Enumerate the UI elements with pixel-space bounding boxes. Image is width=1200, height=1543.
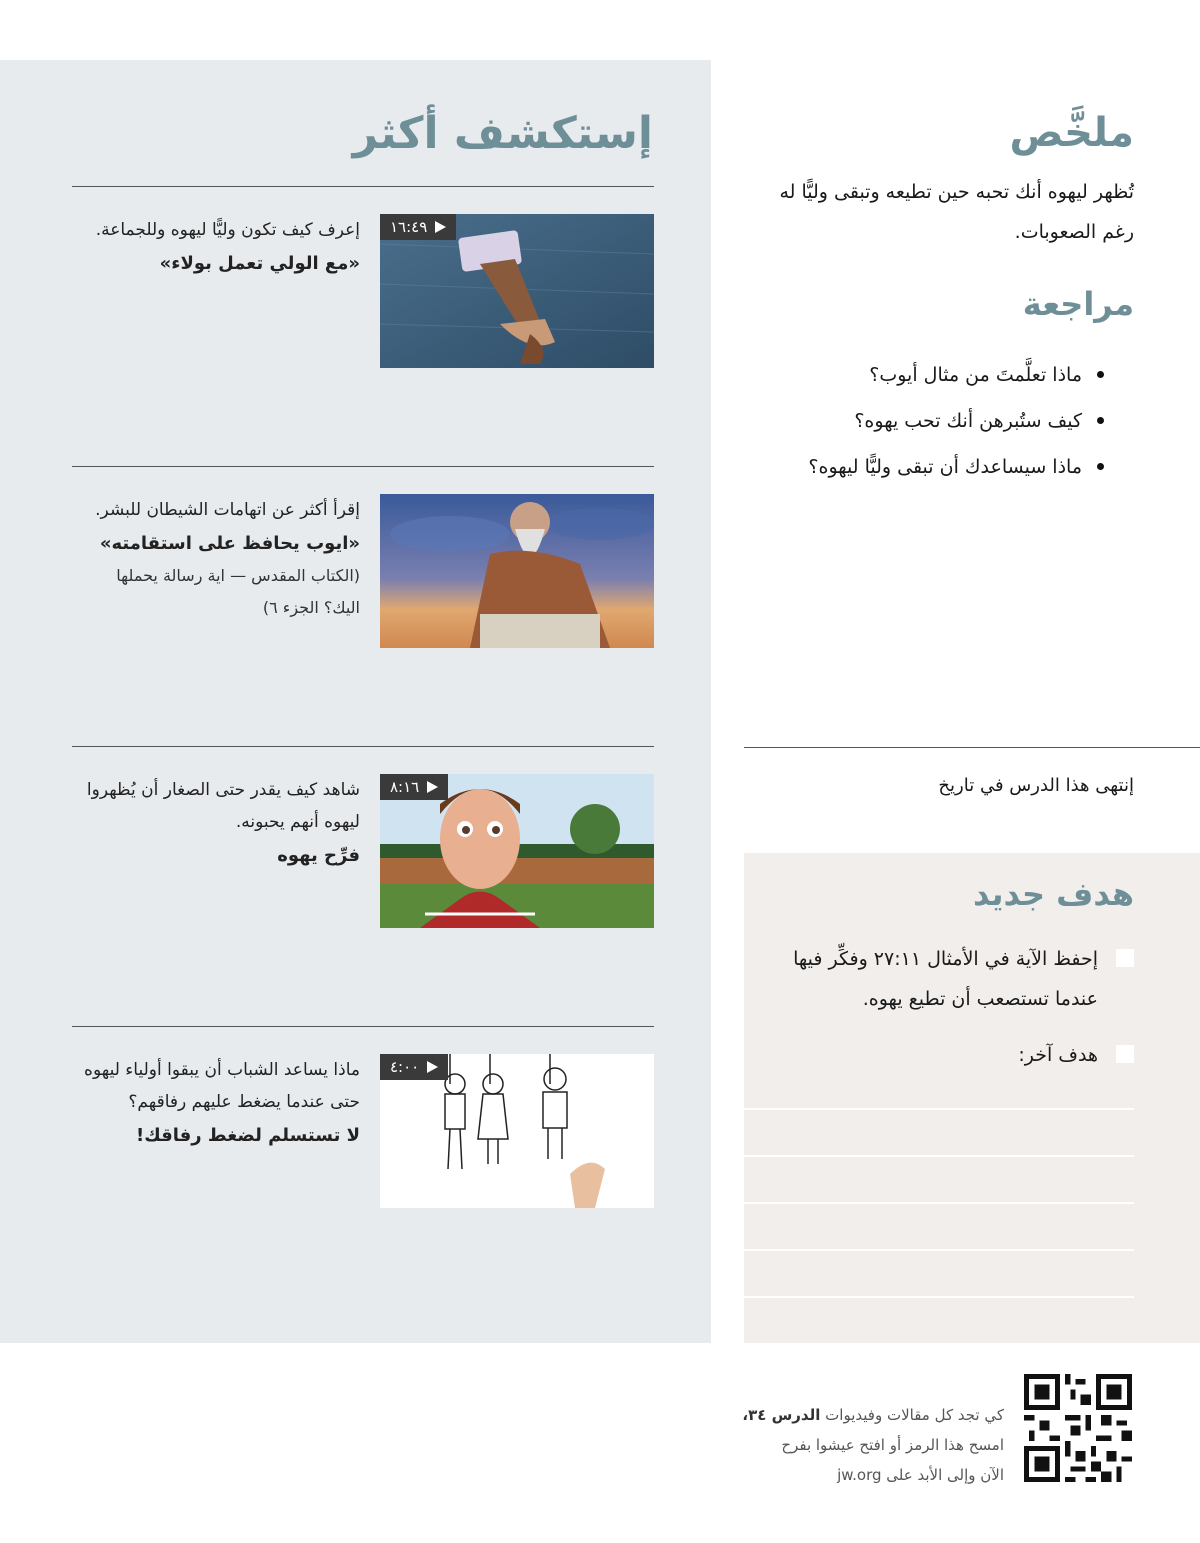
item-source-note: (الكتاب المقدس — اية رسالة يحملها اليك؟ الجزء ٦) xyxy=(116,566,360,617)
footer-line3[interactable]: الآن وإلى الأبد على jw.org xyxy=(837,1466,1004,1484)
item-description: شاهد كيف يقدر حتى الصغار أن يُظهروا ليهوه أنهم يحبونه. xyxy=(86,780,360,832)
review-question: كيف ستُبرهن أنك تحب يهوه؟ xyxy=(754,398,1134,444)
item-description: ماذا يساعد الشباب أن يبقوا أولياء ليهوه حتى عندما يضغط عليهم رفاقهم؟ xyxy=(84,1060,360,1112)
summary-text: تُظهر ليهوه أنك تحبه حين تطيعه وتبقى وليًّا له رغم الصعوبات. xyxy=(779,181,1134,243)
duration-text: ١٦:٤٩ xyxy=(390,218,428,236)
explore-item-make-jehovah-happy[interactable] xyxy=(72,774,654,934)
goal-checkbox[interactable] xyxy=(1116,1045,1134,1063)
video-duration-badge xyxy=(380,774,448,800)
divider xyxy=(744,747,1200,748)
video-thumbnail[interactable] xyxy=(380,214,654,368)
divider xyxy=(72,1026,654,1027)
video-thumbnail[interactable] xyxy=(380,1054,654,1208)
play-icon xyxy=(427,1061,438,1073)
item-link-title[interactable]: «مع الولي تعمل بولاء» xyxy=(159,253,360,274)
footer-note xyxy=(644,1400,1004,1490)
play-icon xyxy=(435,221,446,233)
explore-item-loyalty[interactable] xyxy=(72,214,654,374)
video-duration-badge xyxy=(380,214,456,240)
explore-item-peer-pressure[interactable] xyxy=(72,1054,654,1214)
new-goal-panel xyxy=(744,853,1200,1343)
writing-line[interactable] xyxy=(744,1108,1134,1110)
footer-line2: امسح هذا الرمز أو افتح عيشوا بفرح xyxy=(781,1436,1004,1454)
review-questions-list xyxy=(754,352,1134,490)
writing-line[interactable] xyxy=(744,1202,1134,1204)
review-question: ماذا تعلَّمتَ من مثال أيوب؟ xyxy=(754,352,1134,398)
explore-more-panel xyxy=(0,60,711,1343)
goal-text: هدف آخر: xyxy=(1018,1044,1098,1066)
review-title: مراجعة xyxy=(1022,285,1134,323)
duration-text: ٨:١٦ xyxy=(390,778,420,796)
qr-code-icon xyxy=(1024,1374,1132,1482)
goal-text: إحفظ الآية في الأمثال ٢٧:١١ وفكِّر فيها عندما تستصعب أن تطيع يهوه. xyxy=(793,948,1098,1010)
writing-line[interactable] xyxy=(744,1296,1134,1298)
item-link-title[interactable]: فرِّح يهوه xyxy=(277,845,360,866)
item-link-title[interactable]: «ايوب يحافظ على استقامته» xyxy=(99,533,360,554)
explore-item-text xyxy=(80,494,360,624)
footer-line1-prefix: كي تجد كل مقالات وفيديوات xyxy=(825,1406,1004,1424)
goal-item-other xyxy=(774,1035,1134,1075)
explore-item-job[interactable] xyxy=(72,494,654,654)
new-goal-title: هدف جديد xyxy=(972,875,1134,913)
divider xyxy=(72,186,654,187)
job-painting-image xyxy=(380,494,654,648)
summary-title: ملخَّص xyxy=(1009,110,1134,156)
divider xyxy=(72,466,654,467)
item-link-title[interactable]: لا تستسلم لضغط رفاقك! xyxy=(136,1125,360,1146)
lesson-finished-date-label: إنتهى هذا الدرس في تاريخ xyxy=(938,775,1134,796)
explore-item-text xyxy=(80,214,360,280)
duration-text: ٤:٠٠ xyxy=(390,1058,420,1076)
video-thumbnail[interactable] xyxy=(380,774,654,928)
qr-code[interactable] xyxy=(1024,1374,1132,1482)
explore-more-title: إستكشف أكثر xyxy=(352,108,653,159)
play-icon xyxy=(427,781,438,793)
divider xyxy=(72,746,654,747)
item-description: إقرأ أكثر عن اتهامات الشيطان للبشر. xyxy=(95,500,360,520)
item-description: إعرف كيف تكون وليًّا ليهوه وللجماعة. xyxy=(95,220,360,240)
goal-item-memorize xyxy=(774,939,1134,1019)
goal-checkbox[interactable] xyxy=(1116,949,1134,967)
article-thumbnail[interactable] xyxy=(380,494,654,648)
explore-item-text xyxy=(80,1054,360,1152)
explore-item-text xyxy=(80,774,360,872)
writing-line[interactable] xyxy=(744,1155,1134,1157)
review-question: ماذا سيساعدك أن تبقى وليًّا ليهوه؟ xyxy=(754,444,1134,490)
writing-line[interactable] xyxy=(744,1249,1134,1251)
video-duration-badge xyxy=(380,1054,448,1080)
footer-lesson-number: الدرس ٣٤، xyxy=(742,1406,821,1424)
